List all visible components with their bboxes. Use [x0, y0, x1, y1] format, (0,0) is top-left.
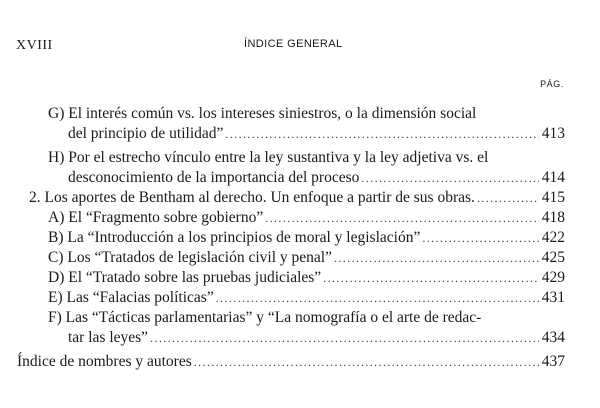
toc-page-number: 437 — [541, 353, 565, 370]
dot-leader — [150, 328, 539, 348]
dot-leader — [477, 188, 539, 208]
dot-leader — [265, 208, 539, 228]
toc-entry-text: C) Los “Tratados de legislación civil y penal” — [48, 249, 332, 266]
dot-leader — [323, 268, 539, 288]
toc-entry-g-line1 — [0, 104, 565, 124]
toc-entry-f-line1 — [0, 308, 565, 328]
toc-entry-text: Índice de nombres y autores — [17, 353, 192, 370]
toc-entry-text: G) El interés común vs. los intereses siniestros, o la dimensión social — [48, 105, 477, 122]
toc-entry-b — [0, 228, 565, 248]
toc-entry-h-line2 — [0, 168, 565, 188]
toc-entry-g-line2 — [0, 124, 565, 144]
dot-leader — [422, 228, 539, 248]
toc-page-number: 414 — [541, 169, 565, 186]
toc-page-number: 434 — [541, 329, 565, 346]
toc-entry-text: H) Por el estrecho vínculo entre la ley sustantiva y la ley adjetiva vs. el — [48, 149, 489, 166]
toc-section-2 — [0, 188, 565, 208]
toc-entry-text: desconocimiento de la importancia del proceso — [68, 169, 360, 186]
toc-entry-e — [0, 288, 565, 308]
dot-leader — [334, 248, 539, 268]
toc-page-number: 429 — [541, 269, 565, 286]
dot-leader — [194, 352, 539, 372]
toc-page-number: 422 — [541, 229, 565, 246]
dot-leader — [216, 288, 539, 308]
toc-page-number: 425 — [541, 249, 565, 266]
toc-entry-text: F) Las “Tácticas parlamentarias” y “La nomografía o el arte de redac- — [48, 309, 482, 326]
toc-entry-text: A) El “Fragmento sobre gobierno” — [48, 209, 264, 226]
page-number: XVIII — [16, 38, 53, 53]
toc-entry-c — [0, 248, 565, 268]
toc-entry-h-line1 — [0, 148, 565, 168]
toc-entry-text: E) Las “Falacias políticas” — [48, 289, 214, 306]
toc-page-number: 431 — [541, 289, 565, 306]
toc-page-number: 413 — [541, 125, 565, 142]
toc-entry-d — [0, 268, 565, 288]
toc-entry-text: tar las leyes” — [68, 329, 149, 346]
page-column-label: PÁG. — [540, 79, 564, 89]
toc-entry-text: del principio de utilidad” — [68, 125, 224, 142]
toc-entry-text: B) La “Introducción a los principios de moral y legislación” — [48, 229, 421, 246]
toc-entry-a — [0, 208, 565, 228]
toc-entry-text: 2. Los aportes de Bentham al derecho. Un enfoque a partir de sus obras. — [29, 189, 475, 206]
dot-leader — [361, 168, 539, 188]
toc-entry-index — [0, 352, 565, 372]
running-head: ÍNDICE GENERAL — [244, 38, 343, 50]
dot-leader — [225, 124, 539, 144]
toc-page-number: 415 — [541, 189, 565, 206]
toc-entry-text: D) El “Tratado sobre las pruebas judiciales” — [48, 269, 322, 286]
toc-page-number: 418 — [541, 209, 565, 226]
toc-entry-f-line2 — [0, 328, 565, 348]
